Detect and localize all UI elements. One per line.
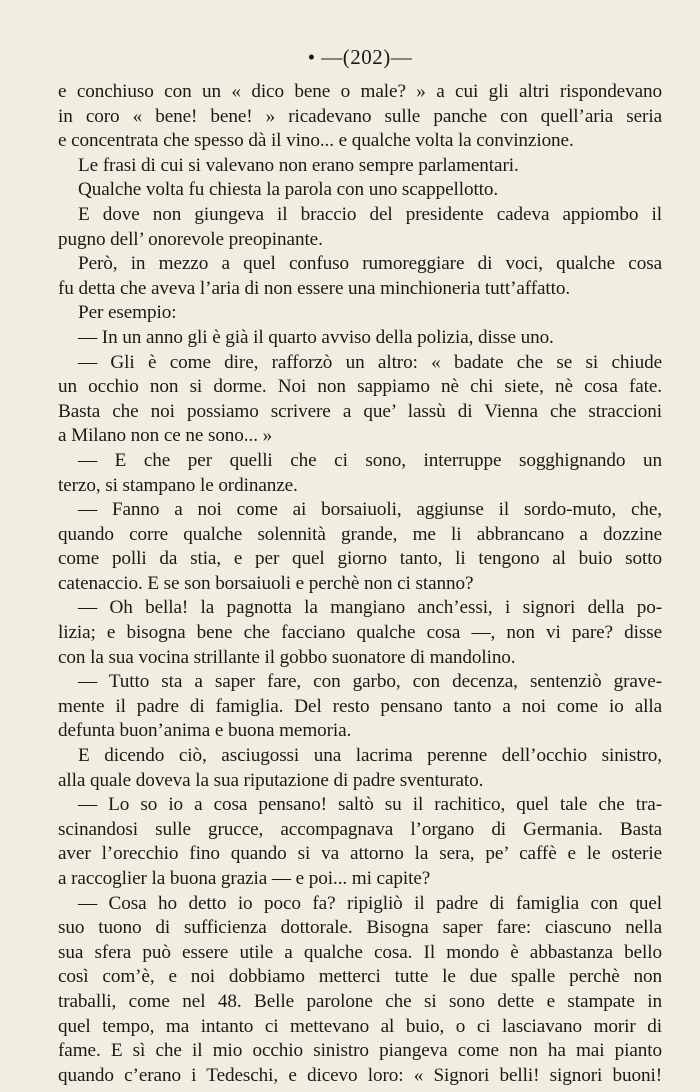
text-line: E dove non giungeva il braccio del presidente cadeva appiombo il [78, 203, 662, 225]
text-line: Basta che noi possiamo scrivere a que’ lassù di Vienna che straccioni [58, 400, 662, 422]
text-line: un occhio non si dorme. Noi non sappiamo nè chi siete, nè cosa fate. [58, 376, 662, 398]
text-line: Per esempio: [78, 302, 177, 324]
text-line: pugno dell’ onorevole preopinante. [58, 228, 323, 250]
text-line: — Gli è come dire, rafforzò un altro: « badate che se si chiude [78, 351, 662, 373]
text-line: con la sua vocina strillante il gobbo suonatore di mandolino. [58, 646, 516, 668]
body-text [58, 80, 662, 1088]
text-line: fu detta che aveva l’aria di non essere una minchioneria tutt’affatto. [58, 277, 571, 299]
text-line: traballi, come nel 48. Belle parolone che si sono dette e stampate in [58, 990, 662, 1012]
text-line: suo tuono di sufficienza dottorale. Bisogna saper fare: ciascuno nella [58, 917, 662, 939]
text-line: — Oh bella! la pagnotta la mangiano anch’essi, i signori della po- [78, 597, 662, 619]
page-number-header: • —(202)— [307, 45, 413, 69]
text-line: mente il padre di famiglia. Del resto pensano tanto a noi come io alla [58, 695, 662, 717]
text-line: così com’è, e noi dobbiamo metterci tutte le due spalle perchè non [58, 966, 662, 988]
text-line: Però, in mezzo a quel confuso rumoreggiare di voci, qualche cosa [78, 253, 662, 275]
text-line: quando c’erano i Tedeschi, e dicevo loro: « Signori belli! signori buoni! [58, 1064, 662, 1086]
text-line: lizia; e bisogna bene che facciano qualche cosa —, non vi pare? disse [58, 622, 662, 644]
text-line: defunta buon’anima e buona memoria. [58, 720, 352, 742]
text-line: — Cosa ho detto io poco fa? ripigliò il padre di famiglia con quel [78, 892, 662, 914]
text-line: scinandosi sulle grucce, accompagnava l’organo di Germania. Basta [58, 818, 662, 840]
text-line: quando corre qualche solennità grande, me li abbrancano a dozzine [58, 523, 662, 545]
text-line: — E che per quelli che ci sono, interruppe sogghignando un [78, 449, 662, 471]
text-line: — Fanno a noi come ai borsaiuoli, aggiunse il sordo-muto, che, [78, 499, 662, 521]
text-line: a raccoglier la buona grazia — e poi... mi capite? [58, 868, 431, 889]
text-line: Le frasi di cui si valevano non erano sempre parlamentari. [78, 154, 519, 176]
text-line: — Tutto sta a saper fare, con garbo, con decenza, sentenziò grave- [78, 671, 662, 693]
text-line: e conchiuso con un « dico bene o male? » a cui gli altri rispondevano [58, 81, 662, 102]
text-line: terzo, si stampano le ordinanze. [58, 474, 298, 496]
text-line: e concentrata che spesso dà il vino... e qualche volta la convinzione. [58, 130, 574, 152]
text-line: — Lo so io a cosa pensano! saltò su il rachitico, quel tale che tra- [78, 794, 662, 816]
text-line: a Milano non ce ne sono... » [58, 425, 273, 447]
text-line: in coro « bene! bene! » ricadevano sulle panche con quell’aria seria [58, 105, 662, 127]
text-line: alla quale doveva la sua riputazione di padre sventurato. [58, 769, 484, 791]
text-line: come polli da stia, e per quel giorno tanto, li tengono al buio sotto [58, 548, 662, 570]
text-line: aver l’orecchio fino quando si va attorno la sera, pe’ caffè e le osterie [58, 843, 662, 865]
text-line: catenaccio. E se son borsaiuoli e perchè non ci stanno? [58, 572, 474, 594]
text-line: fame. E sì che il mio occhio sinistro piangeva come non ha mai pianto [58, 1040, 662, 1062]
text-line: sua sfera può essere utile a qualche cosa. Il mondo è abbastanza bello [58, 941, 662, 963]
text-line: quel tempo, ma intanto ci mettevano al buio, o ci lasciavano morir di [58, 1015, 662, 1037]
text-line: — In un anno gli è già il quarto avviso della polizia, disse uno. [78, 326, 554, 348]
text-line: Qualche volta fu chiesta la parola con uno scappellotto. [78, 179, 499, 201]
text-line: E dicendo ciò, asciugossi una lacrima perenne dell’occhio sinistro, [78, 745, 662, 767]
